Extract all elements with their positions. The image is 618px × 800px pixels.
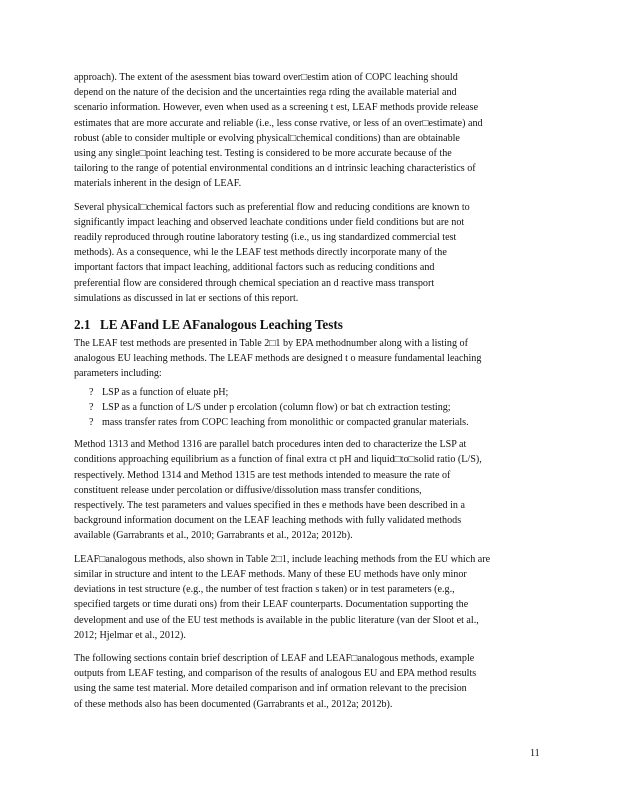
text-line: outputs from LEAF testing, and comparison of the results of analogous EU and EPA method results [74,668,477,680]
text-line: The following sections contain brief description of LEAF and LEAF□analogous methods, example [74,652,475,664]
list-item [74,400,552,415]
text-line: Method 1313 and Method 1316 are parallel batch procedures inten ded to characterize the LSP at [74,439,467,451]
text-line: Several physical□chemical factors such as preferential flow and reducing conditions are known to [74,201,470,213]
page-body [74,70,552,720]
text-line: using any single□point leaching test. Testing is considered to be more accurate because of the [74,148,452,160]
text-line: materials inherent in the design of LEAF. [74,178,242,190]
text-line: deviations in test structure (e.g., the number of test fraction s taken) or in test parameters (e.g., [74,584,455,596]
paragraph-physical-chemical-factors [74,200,552,306]
text-line: readily reproduced through routine laboratory testing (i.e., us ing standardized commercial test [74,232,457,244]
paragraph-method-descriptions [74,437,552,543]
text-line: specified targets or time durati ons) from their LEAF counterparts. Documentation supporting the [74,599,469,611]
paragraph-leaf-methods [74,336,552,382]
text-line: depend on the nature of the decision and the uncertainties rega rding the available material and [74,87,457,99]
text-line: respectively. The test parameters and values specified in thes e methods have been described in a [74,500,465,512]
text-line: estimates that are more accurate and reliable (i.e., less conse rvative, or less of an over□estimate) and [74,117,483,129]
text-line: analogous EU leaching methods. The LEAF methods are designed t o measure fundamental leaching [74,353,482,365]
text-line: preferential flow are considered through chemical speciation an d reactive mass transport [74,277,435,289]
text-line: scenario information. However, even when used as a screening t est, LEAF methods provide release [74,102,479,114]
paragraph-following-sections [74,651,552,712]
text-line: robust (able to consider multiple or evolving physical□chemical conditions) than are obtainable [74,132,460,144]
text-line: significantly impact leaching and observed leachate conditions under field conditions but are not [74,216,465,228]
bullet-marker: ? [89,386,94,398]
text-line: constituent release under percolation or diffusive/dissolution mass transfer conditions, [74,484,422,496]
list-item [74,415,552,430]
text-line: conditions approaching equilibrium as a function of final extra ct pH and liquid□to□solid ratio (L/S), [74,454,482,466]
list-item-text: LSP as a function of L/S under p ercolation (column flow) or bat ch extraction testing; [102,401,451,413]
text-line: of these methods also has been documented (Garrabrants et al., 2012a; 2012b). [74,698,393,710]
parameter-list [74,385,552,431]
text-line: similar in structure and intent to the LEAF methods. Many of these EU methods have only minor [74,568,467,580]
text-line: LEAF□analogous methods, also shown in Table 2□1, include leaching methods from the EU which are [74,553,491,565]
text-line: methods). As a consequence, whi le the LEAF test methods directly incorporate many of the [74,247,447,259]
text-line: using the same test material. More detailed comparison and inf ormation relevant to the precision [74,683,467,695]
text-line: important factors that impact leaching, additional factors such as reducing conditions and [74,262,435,274]
text-line: The LEAF test methods are presented in Table 2□1 by EPA methodnumber along with a listing of [74,338,468,350]
bullet-marker: ? [89,401,94,413]
bullet-marker: ? [89,417,94,429]
text-line: respectively. Method 1314 and Method 1315 are test methods intended to measure the rate of [74,469,451,481]
text-line: background information document on the LEAF leaching methods with fully validated methods [74,515,462,527]
list-item-text: LSP as a function of eluate pH; [102,386,229,398]
section-heading [74,317,552,333]
list-item [74,385,552,400]
paragraph-leaf-analogous [74,552,552,643]
text-line: available (Garrabrants et al., 2010; Garrabrants et al., 2012a; 2012b). [74,530,353,542]
paragraph-intro [74,70,552,192]
section-number: 2.1 [74,317,91,333]
list-item-text: mass transfer rates from COPC leaching from monolithic or compacted granular materials. [102,417,469,429]
page-number: 11 [530,748,540,759]
text-line: 2012; Hjelmar et al., 2012). [74,629,186,641]
text-line: tailoring to the range of potential environmental conditions an d intrinsic leaching characteristics of [74,163,476,175]
text-line: development and use of the EU test methods is available in the public literature (van der Sloot et al., [74,614,479,626]
text-line: simulations as discussed in lat er sections of this report. [74,292,299,304]
text-line: parameters including: [74,368,162,380]
section-title: LE AFand LE AFanalogous Leaching Tests [100,317,343,333]
text-line: approach). The extent of the asessment bias toward over□estim ation of COPC leaching should [74,72,458,83]
